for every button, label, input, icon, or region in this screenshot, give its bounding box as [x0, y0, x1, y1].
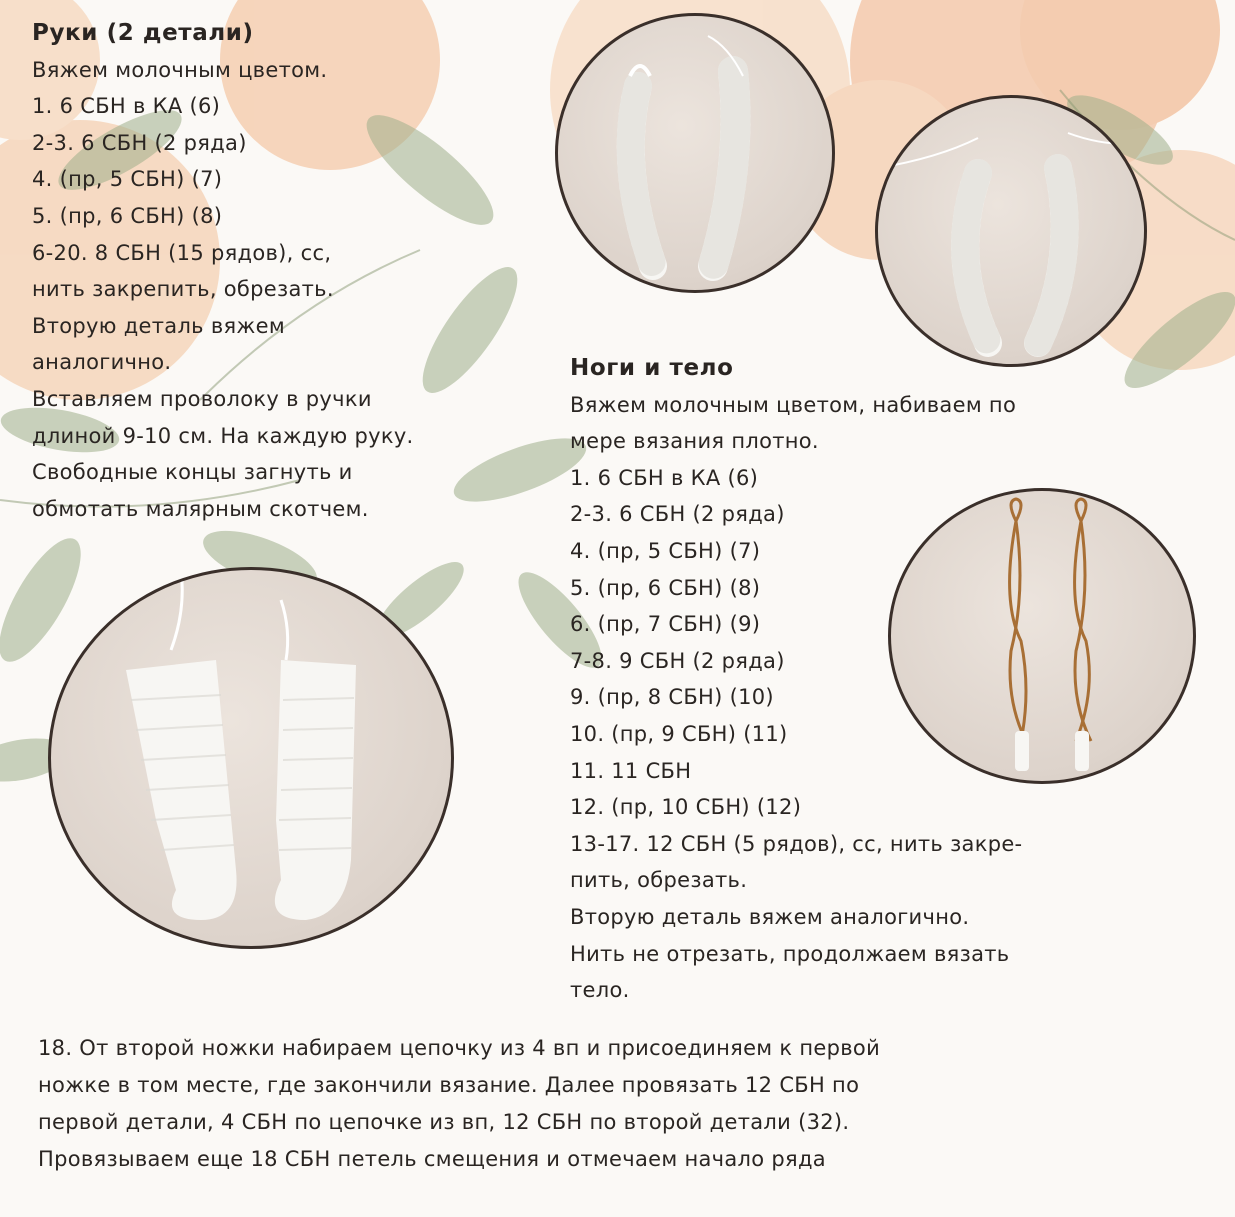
- legs-line: пить, обрезать.: [570, 868, 748, 893]
- wire-frame-photo: [888, 488, 1196, 784]
- legs-line: 1. 6 СБН в КА (6): [570, 465, 759, 490]
- footer-line: Провязываем еще 18 СБН петель смещения и отмечаем начало ряда: [38, 1147, 826, 1171]
- arms-line: 4. (пр, 5 СБН) (7): [32, 167, 223, 192]
- arms-line: 1. 6 СБН в КА (6): [32, 94, 221, 119]
- arms-line: 6-20. 8 СБН (15 рядов), сс,: [32, 240, 332, 265]
- legs-line: 2-3. 6 СБН (2 ряда): [570, 502, 785, 527]
- arms-line: аналогично.: [32, 350, 172, 375]
- legs-line: Нить не отрезать, продолжаем вязать: [570, 941, 1010, 966]
- legs-line: 4. (пр, 5 СБН) (7): [570, 538, 761, 563]
- arms-line: 2-3. 6 СБН (2 ряда): [32, 130, 247, 155]
- legs-line: тело.: [570, 978, 630, 1003]
- legs-line: 11. 11 СБН: [570, 758, 692, 783]
- legs-line: 13-17. 12 СБН (5 рядов), сс, нить закре-: [570, 831, 1023, 856]
- legs-line: 10. (пр, 9 СБН) (11): [570, 721, 788, 746]
- legs-title: Ноги и тело: [570, 355, 734, 381]
- arms-line: Вяжем молочным цветом.: [32, 57, 328, 82]
- legs-line: 9. (пр, 8 СБН) (10): [570, 685, 774, 710]
- arms-wire-photo: [875, 95, 1147, 367]
- footer-line: первой детали, 4 СБН по цепочке из вп, 12 СБН по второй детали (32).: [38, 1110, 850, 1134]
- footer-section: [38, 1030, 880, 1178]
- footer-line: ножке в том месте, где закончили вязание. Далее провязать 12 СБН по: [38, 1073, 860, 1097]
- legs-line: Вторую деталь вяжем аналогично.: [570, 904, 970, 929]
- legs-line: Вяжем молочным цветом, набиваем по: [570, 392, 1017, 417]
- footer-line: 18. От второй ножки набираем цепочку из 4 вп и присоединяем к первой: [38, 1036, 881, 1060]
- arms-title: Руки (2 детали): [32, 20, 254, 46]
- legs-line: 7-8. 9 СБН (2 ряда): [570, 648, 785, 673]
- arms-line: 5. (пр, 6 СБН) (8): [32, 203, 223, 228]
- arms-line: длиной 9-10 см. На каждую руку.: [32, 423, 414, 448]
- arms-photo: [555, 13, 835, 293]
- arms-line: Вторую деталь вяжем: [32, 313, 286, 338]
- arms-section: [32, 15, 414, 527]
- arms-line: обмотать малярным скотчем.: [32, 496, 369, 521]
- arms-line: Вставляем проволоку в ручки: [32, 386, 372, 411]
- arms-line: нить закрепить, обрезать.: [32, 277, 334, 302]
- legs-line: мере вязания плотно.: [570, 429, 819, 454]
- legs-photo: [48, 567, 454, 949]
- legs-line: 5. (пр, 6 СБН) (8): [570, 575, 761, 600]
- arms-line: Свободные концы загнуть и: [32, 460, 353, 485]
- legs-line: 6. (пр, 7 СБН) (9): [570, 612, 761, 637]
- legs-line: 12. (пр, 10 СБН) (12): [570, 795, 802, 820]
